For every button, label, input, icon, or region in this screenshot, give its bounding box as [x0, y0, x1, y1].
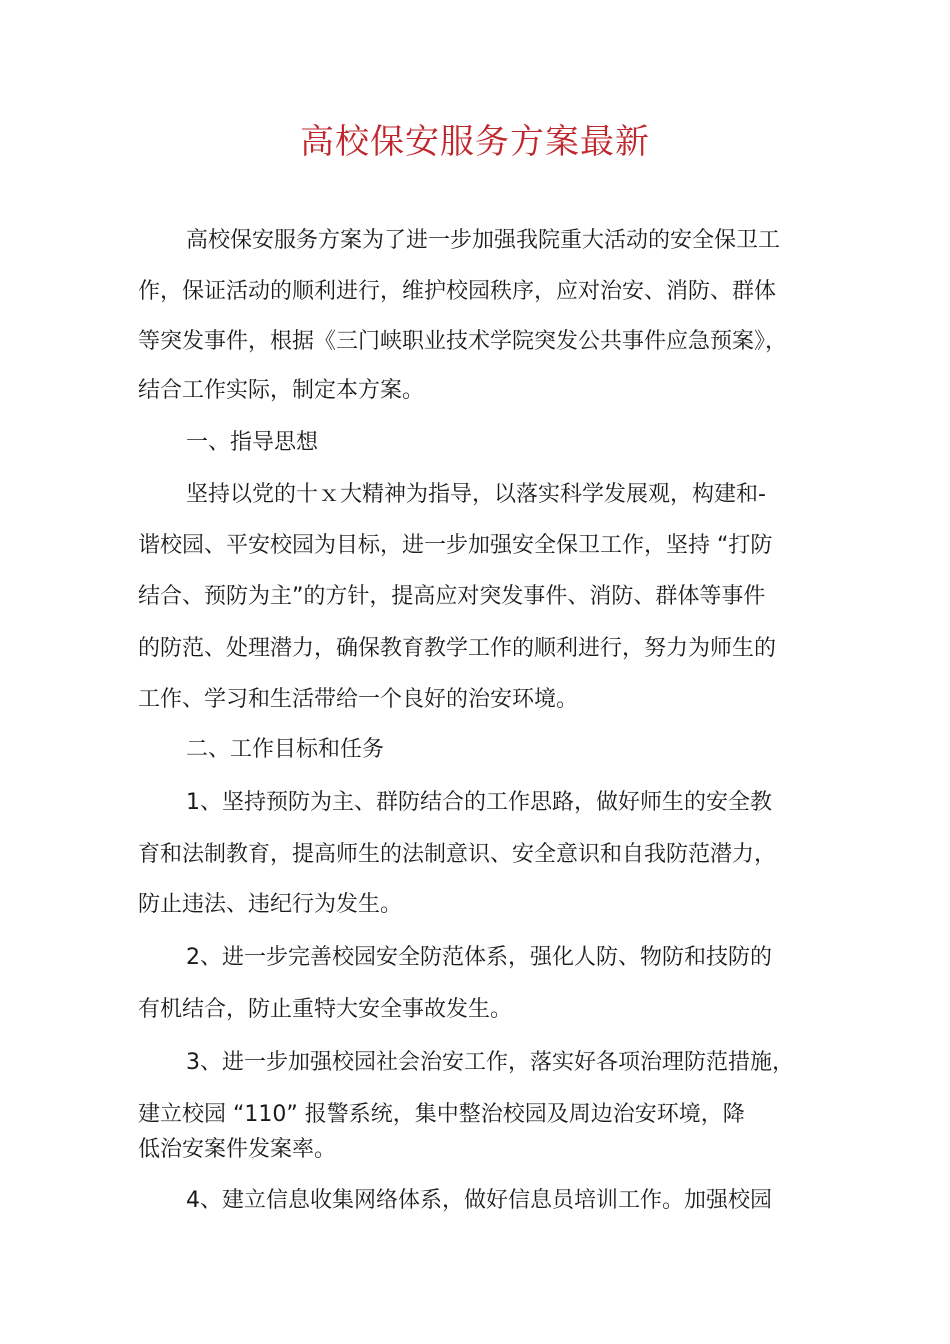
section-heading: 一、指导思想 — [186, 430, 319, 455]
body-line: 育和法制教育，提高师生的法制意识、安全意识和自我防范潜力， — [138, 842, 777, 867]
body-line: 结合、预防为主”的方针，提高应对突发事件、消防、群体等事件 — [138, 584, 766, 609]
body-line: 高校保安服务方案为了进一步加强我院重大活动的安全保卫工 — [186, 228, 781, 253]
body-line: 作，保证活动的顺利进行，维护校园秩序，应对治安、消防、群体 — [138, 279, 777, 304]
body-line: 3、进一步加强校园社会治安工作，落实好各项治理防范措施， — [186, 1050, 794, 1075]
body-line: 坚持以党的十ｘ大精神为指导，以落实科学发展观，构建和- — [186, 482, 766, 507]
body-line: 有机结合，防止重特大安全事故发生。 — [138, 997, 513, 1022]
body-line: 的防范、处理潜力，确保教育教学工作的顺利进行，努力为师生的 — [138, 636, 777, 661]
document-title: 高校保安服务方案最新 — [300, 122, 650, 162]
body-line: 工作、学习和生活带给一个良好的治安环境。 — [138, 687, 579, 712]
body-line: 4、建立信息收集网络体系，做好信息员培训工作。加强校园 — [186, 1188, 772, 1213]
body-line: 1、坚持预防为主、群防结合的工作思路，做好师生的安全教 — [186, 790, 772, 815]
body-line: 谐校园、平安校园为目标，进一步加强安全保卫工作，坚持 “打防 — [138, 533, 773, 558]
body-line: 结合工作实际，制定本方案。 — [138, 378, 425, 403]
body-line: 建立校园 “110” 报警系统，集中整治校园及周边治安环境，降 — [138, 1102, 745, 1127]
section-heading: 二、工作目标和任务 — [186, 737, 385, 762]
body-line: 2、进一步完善校园安全防范体系，强化人防、物防和技防的 — [186, 945, 772, 970]
body-line: 防止违法、违纪行为发生。 — [138, 892, 403, 917]
body-line: 低治安案件发案率。 — [138, 1137, 337, 1162]
body-line: 等突发事件，根据《三门峡职业技术学院突发公共事件应急预案》， — [138, 329, 788, 354]
